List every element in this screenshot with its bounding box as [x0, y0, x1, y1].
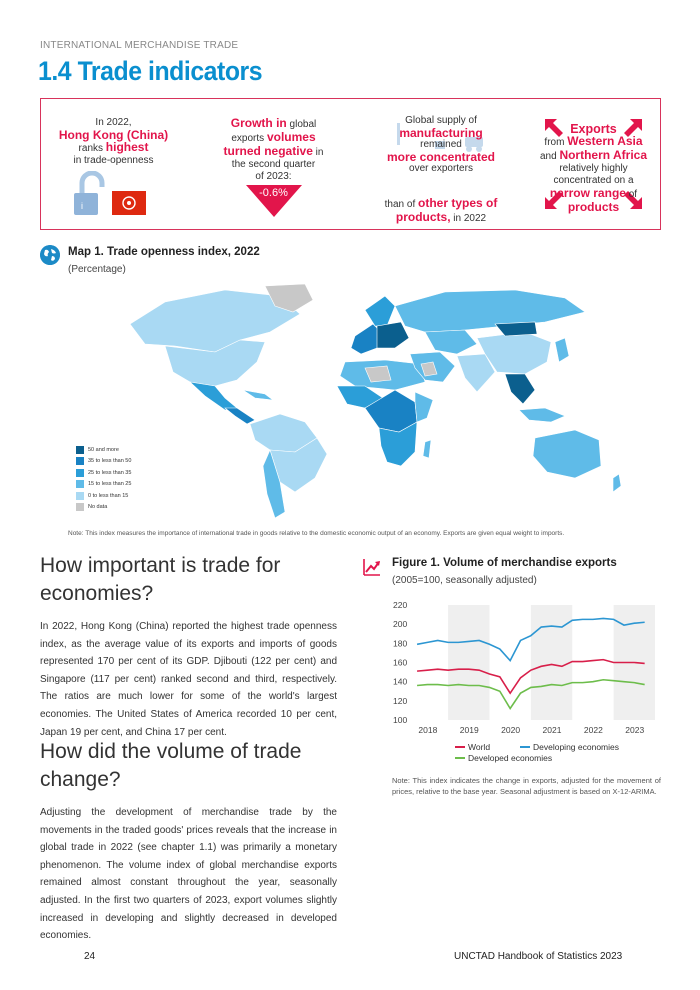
growth-value: -0.6%: [259, 187, 288, 199]
growth-line3a: in: [312, 147, 324, 158]
map-europe-east: [377, 322, 409, 348]
legend-label: Developed economies: [468, 753, 553, 763]
x-tick-label: 2018: [418, 725, 438, 735]
legend-item: [76, 456, 131, 467]
exports-line1a: from: [544, 137, 568, 148]
exports-line5a: of: [625, 189, 638, 200]
section-label: INTERNATIONAL MERCHANDISE TRADE: [40, 40, 239, 51]
figure-title: Figure 1. Volume of merchandise exports: [392, 557, 617, 569]
exports-highlight3: Northern Africa: [559, 148, 648, 162]
map-central-america: [225, 408, 255, 424]
indicator-hong-kong: [51, 99, 176, 229]
supply-line1: Global supply of: [405, 115, 477, 126]
indicator-exports: [531, 99, 656, 229]
map-central-asia: [425, 330, 477, 354]
legend-swatch: [76, 469, 84, 477]
growth-line2a: exports: [231, 133, 267, 144]
legend-swatch: [76, 480, 84, 488]
exports-highlight5: products: [567, 200, 620, 214]
y-tick-label: 220: [393, 600, 408, 610]
growth-line3: [211, 145, 336, 159]
supply-highlight1: manufacturing: [399, 126, 483, 140]
map-madagascar: [423, 440, 431, 458]
legend-label: No data: [88, 504, 108, 510]
section-body-volume: Adjusting the development of merchandise trade by the movements in the traded goods' prices reveals that the increase in global trade in 2022 (see chapter 1.1) was primarily a monetary phenomenon. The volume index of global merchandise exports remained almost constant throughout the year, seasonally adjusted. In the first two quarters of 2023, export volumes slightly increased in developing and slightly decreased in developed economies.: [40, 807, 337, 942]
legend-swatch: [76, 503, 84, 511]
map-east-africa: [415, 392, 433, 422]
globe-icon: [40, 245, 60, 265]
hk-highlight1: Hong Kong (China): [58, 128, 169, 142]
legend-label: 25 to less than 35: [88, 469, 132, 476]
exports-line2a: and: [539, 151, 560, 162]
y-tick-label: 180: [393, 638, 408, 649]
exports-highlight4: narrow range: [549, 186, 626, 200]
supply-highlight3: other types of: [418, 196, 498, 210]
map-note: Note: This index measures the importance of international trade in goods relative to the domestic economic output of an economy. Exports are given equal weight to imports.: [68, 530, 565, 537]
exports-line1: [531, 135, 656, 149]
legend-item: [76, 467, 131, 478]
world-map: [65, 282, 630, 522]
hk-highlight2: highest: [105, 140, 149, 154]
y-tick-label: 100: [393, 715, 408, 725]
year-band: [531, 605, 572, 720]
supply-highlight2: more concentrated: [386, 150, 496, 164]
growth-line1: [211, 117, 336, 131]
supply-line4a: than of: [384, 199, 418, 210]
supply-highlight4: products,: [395, 210, 451, 224]
figure-note: Note: This index indicates the change in exports, adjusted for the movement of prices, relative to the base year. Seasonal adjustment is based on X-12-ARIMA.: [392, 776, 661, 796]
legend-swatch: [76, 457, 84, 465]
exports-line4: concentrated on a: [553, 175, 634, 186]
map-southeast-asia: [505, 374, 535, 404]
x-tick-label: 2022: [583, 725, 603, 735]
growth-line2: [211, 131, 336, 145]
legend-label: 50 and more: [88, 446, 119, 453]
growth-highlight3: turned negative: [223, 144, 313, 158]
section-heading-importance: How important is trade for economies?: [40, 554, 281, 605]
page-number: 24: [84, 951, 96, 962]
legend-item: [76, 479, 131, 490]
legend-label: Developing economies: [533, 742, 619, 752]
y-tick-label: 160: [393, 657, 408, 668]
supply-line5a: in 2022: [450, 213, 487, 224]
growth-line1a: global: [286, 119, 317, 130]
map-australia: [533, 430, 601, 478]
map-scandinavia: [365, 296, 395, 326]
exports-line5: [531, 187, 656, 201]
year-band: [448, 605, 489, 720]
growth-highlight1: Growth in: [230, 116, 287, 130]
legend-item: [76, 444, 131, 455]
growth-highlight2: volumes: [266, 130, 316, 144]
growth-line5: of 2023:: [255, 171, 292, 182]
map-legend: [76, 444, 131, 513]
hk-line2a: ranks: [78, 143, 106, 154]
map-new-zealand: [613, 474, 621, 492]
legend-swatch: [76, 446, 84, 454]
x-tick-label: 2020: [501, 725, 521, 735]
y-tick-label: 120: [393, 695, 408, 706]
hk-line2: [51, 141, 176, 155]
map-japan-korea: [555, 338, 569, 362]
hk-line3: in trade-openness: [73, 155, 154, 166]
supply-line2: remained: [420, 139, 462, 150]
exports-highlight2: Western Asia: [567, 134, 643, 148]
exports-line3: relatively highly: [559, 163, 628, 174]
exports-line2: [531, 149, 656, 163]
legend-swatch: [76, 492, 84, 500]
legend-item: [76, 502, 131, 513]
x-tick-label: 2023: [625, 725, 645, 735]
supply-line3: over exporters: [409, 163, 473, 174]
down-arrow-icon: [246, 185, 302, 217]
page-title: 1.4 Trade indicators: [38, 56, 263, 86]
map-mexico: [190, 382, 237, 410]
legend-label: 15 to less than 25: [88, 481, 132, 487]
legend-label: 0 to less than 15: [88, 492, 129, 499]
supply-line5: [366, 211, 516, 225]
map-title: Map 1. Trade openness index, 2022: [68, 246, 260, 258]
legend-label: 35 to less than 50: [88, 458, 132, 464]
legend-item: [76, 490, 131, 501]
indicator-supply: [366, 99, 516, 229]
map-subtitle: (Percentage): [68, 264, 126, 275]
section-heading-volume: How did the volume of trade change?: [40, 740, 302, 791]
hk-line1: In 2022,: [95, 117, 132, 128]
export-volume-chart: [385, 595, 665, 770]
map-indonesia: [519, 408, 565, 422]
legend-label: World: [468, 742, 491, 752]
publication-title: UNCTAD Handbook of Statistics 2023: [454, 951, 623, 962]
indicator-growth: [211, 99, 336, 229]
exports-highlight1: Exports: [570, 122, 617, 136]
padlock-flag-icon: [54, 171, 174, 221]
map-mongolia: [495, 322, 537, 336]
supply-line4: [366, 197, 516, 211]
x-tick-label: 2019: [459, 725, 479, 735]
x-tick-label: 2021: [542, 725, 562, 735]
map-russia: [395, 290, 585, 332]
line-chart-icon: [362, 557, 382, 577]
svg-text:i: i: [80, 201, 83, 211]
y-tick-label: 140: [393, 676, 408, 687]
section-body-importance: In 2022, Hong Kong (China) reported the highest trade openness index, as the average value of its exports and imports of goods represented 170 per cent of its GDP. Djibouti (122 per cent) and Singapore (117 per cent) ranked second and third, respectively. The ratios are much lower for some of the world's largest economies. The United States of America recorded 10 per cent, Japan 19 per cent, and China 17 per cent.: [40, 621, 337, 738]
map-caribbean: [243, 390, 273, 400]
figure-subtitle: (2005=100, seasonally adjusted): [392, 575, 537, 586]
y-tick-label: 200: [393, 619, 408, 630]
trade-indicators-panel: [40, 98, 661, 230]
growth-line4: the second quarter: [231, 159, 316, 170]
